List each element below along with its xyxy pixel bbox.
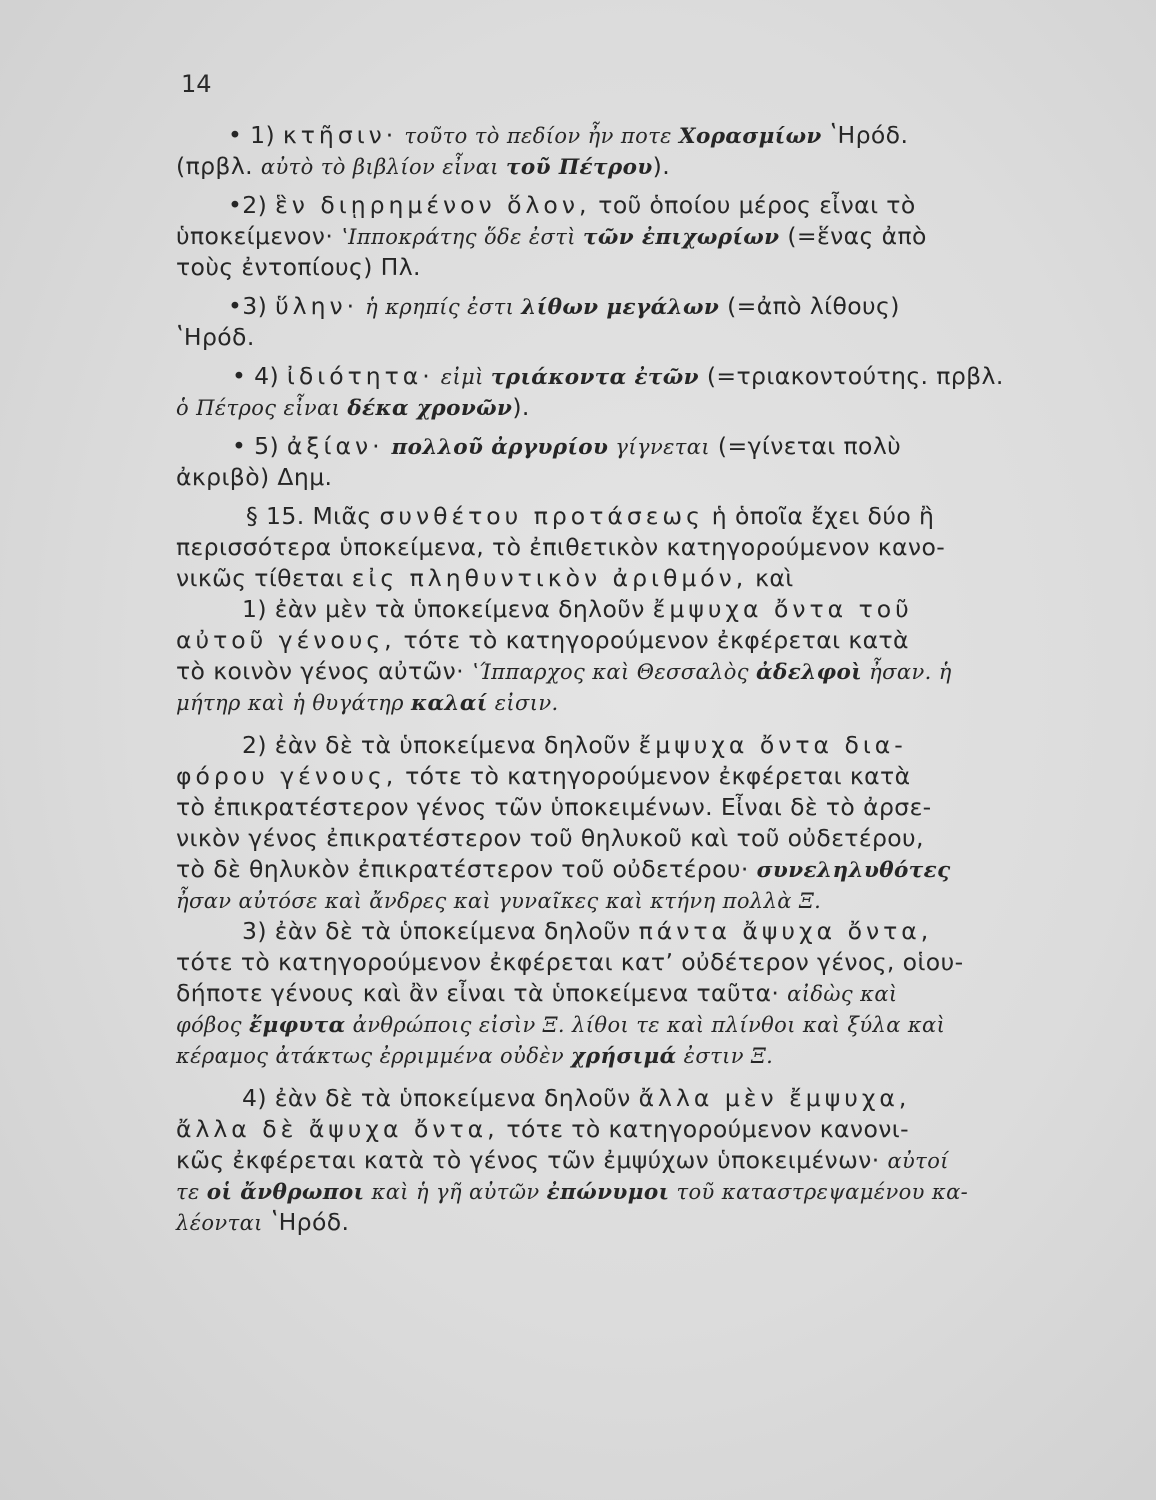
italic-quote-run: γίγνεται [608, 435, 711, 459]
text-line [176, 291, 1074, 322]
italic-quote-run: αὐτὸ τὸ βιβλίον εἶναι [260, 155, 507, 179]
text-line [176, 823, 1074, 854]
text-line [176, 501, 1074, 532]
page-number: 14 [181, 70, 212, 98]
text-line [176, 656, 1074, 687]
text-run: τὸ δὲ θηλυκὸν ἐπικρατέστερον τοῦ οὐδετέρου· [176, 855, 757, 883]
spaced-text-run: πάντα ἄψυχα ὄντα, [638, 917, 933, 945]
text-run: ). [512, 393, 530, 421]
italic-quote-run: τοῦ καταστρεψαμένου κα- [669, 1180, 969, 1204]
text-run: τοῦ ὁποίου μέρος εἶναι τὸ [590, 191, 916, 219]
text-run: καὶ [747, 564, 794, 592]
italic-quote-run: ἦσαν αὐτόσε καὶ ἄνδρες καὶ γυναῖκες καὶ κτήνη πολλὰ Ξ. [176, 889, 822, 913]
bold-italic-run: δέκα χρονῶν [347, 396, 513, 421]
text-line [176, 120, 1074, 151]
spaced-text-run: κτῆσιν· [282, 121, 398, 149]
text-run: νικὸν γένος ἐπικρατέστερον τοῦ θηλυκοῦ καὶ τοῦ οὐδετέρου, [176, 824, 924, 852]
text-run: τοὺς ἐντοπίους) Πλ. [176, 253, 421, 281]
text-line [176, 190, 1074, 221]
bold-italic-run: ἔμφυτα [248, 1013, 346, 1038]
italic-quote-run: τοῦτο τὸ πεδίον ἦν ποτε [397, 124, 679, 148]
text-line [176, 1145, 1074, 1176]
spaced-text-run: αὐτοῦ γένους, [176, 626, 396, 654]
bold-italic-run: Χορασμίων [678, 124, 822, 149]
text-line [176, 151, 1074, 182]
text-line [176, 761, 1074, 792]
spaced-text-run: ἰδιότητα· [286, 362, 434, 390]
text-run: δήποτε γένους καὶ ἂν εἶναι τὰ ὑποκείμενα ταῦτα· [176, 979, 788, 1007]
text-line [176, 687, 1074, 718]
text-line [176, 730, 1074, 761]
text-line [176, 532, 1074, 563]
spaced-text-run: ἄλλα μὲν ἔμψυχα, [638, 1084, 911, 1112]
italic-quote-run: καὶ ἡ γῆ αὐτῶν [364, 1180, 547, 1204]
italic-quote-run: ἡ κρηπίς ἐστι [358, 295, 522, 319]
text-run: ὑποκείμενον· [176, 222, 342, 250]
italic-quote-run: ἀνθρώποις εἰσὶν Ξ. λίθοι τε καὶ πλίνθοι καὶ ξύλα καὶ [345, 1013, 946, 1037]
text-run: νικῶς τίθεται [176, 564, 352, 592]
spaced-text-run: ἓν διῃρημένον ὅλον, [275, 191, 591, 219]
bold-italic-run: ἐπώνυμοι [546, 1180, 670, 1205]
text-run: ἡ ὁποῖα ἔχει δύο ἢ [703, 502, 935, 530]
text-line [176, 625, 1074, 656]
body-text [176, 120, 1074, 1238]
text-run: (=ἀπὸ λίθους) [719, 292, 900, 320]
bold-italic-run: οἱ ἄνθρωποι [206, 1180, 365, 1205]
text-line [176, 563, 1074, 594]
text-line [176, 361, 1074, 392]
text-run: τότε τὸ κατηγορούμενον κανονι- [498, 1115, 909, 1143]
text-line [176, 1176, 1074, 1207]
bold-italic-run: συνεληλυθότες [756, 858, 951, 883]
text-line [176, 1009, 1074, 1040]
text-line [176, 392, 1074, 423]
text-run: (=γίνεται πολὺ [710, 432, 902, 460]
spaced-text-run: συνθέτου προτάσεως [379, 502, 704, 530]
text-run: ἀκριβὸ) Δημ. [176, 463, 333, 491]
text-line [176, 594, 1074, 625]
text-run: τὸ κοινὸν γένος αὐτῶν· [176, 657, 472, 685]
italic-quote-run: φόβος [176, 1013, 249, 1037]
italic-quote-run: λέονται [176, 1211, 263, 1235]
text-run: 2) ἐὰν δὲ τὰ ὑποκείμενα δηλοῦν [242, 731, 639, 759]
text-run: 3) ἐὰν δὲ τὰ ὑποκείμενα δηλοῦν [242, 917, 639, 945]
text-line [176, 252, 1074, 283]
text-line [176, 462, 1074, 493]
text-run: •2) [228, 191, 276, 219]
text-line [176, 916, 1074, 947]
bold-italic-run: καλαί [410, 691, 488, 716]
italic-quote-run: εἰμὶ [433, 365, 491, 389]
text-line [176, 792, 1074, 823]
spaced-text-run: εἰς πληθυντικὸν ἀριθμόν, [351, 564, 748, 592]
bold-italic-run: τοῦ Πέτρου [506, 155, 653, 180]
text-run: τότε τὸ κατηγορούμενον ἐκφέρεται κατʼ οὐδέτερον γένος, οἱου- [176, 948, 964, 976]
text-line [176, 885, 1074, 916]
text-run: (=ἕνας ἀπὸ [779, 222, 927, 250]
text-run: 4) ἐὰν δὲ τὰ ὑποκείμενα δηλοῦν [242, 1084, 639, 1112]
text-line [176, 947, 1074, 978]
italic-quote-run: ὁ Πέτρος εἶναι [176, 396, 348, 420]
italic-quote-run: ἦσαν. ἡ [862, 660, 952, 684]
text-line [176, 978, 1074, 1009]
text-line [176, 322, 1074, 353]
text-line [176, 221, 1074, 252]
text-line [176, 854, 1074, 885]
text-run: Μιᾶς [304, 502, 380, 530]
text-line [176, 1114, 1074, 1145]
bold-italic-run: πολλοῦ ἀργυρίου [391, 435, 609, 460]
bold-italic-run: λίθων μεγάλων [521, 295, 720, 320]
italic-quote-run: μήτηρ καὶ ἡ θυγάτηρ [176, 691, 411, 715]
text-run: (πρβλ. [176, 152, 261, 180]
text-run: • 5) [232, 432, 287, 460]
spaced-text-run: ἔμψυχα ὄντα δια- [638, 731, 907, 759]
text-run: τὸ ἐπικρατέστερον γένος τῶν ὑποκειμένων. Εἶναι δὲ τὸ ἀρσε- [176, 793, 932, 821]
italic-quote-run: τε [176, 1180, 207, 1204]
spaced-text-run: ἀξίαν· [286, 432, 384, 460]
text-line [176, 1040, 1074, 1071]
bold-italic-run: ἀδελφοὶ [756, 660, 863, 685]
text-run: κῶς ἐκφέρεται κατὰ τὸ γένος τῶν ἐμψύχων ὑποκειμένων· [176, 1146, 888, 1174]
text-run: περισσότερα ὑποκείμενα, τὸ ἐπιθετικὸν κατηγορούμενον κανο- [176, 533, 946, 561]
text-run: ). [652, 152, 671, 180]
text-run: τότε τὸ κατηγορούμενον ἐκφέρεται κατὰ [395, 626, 909, 654]
text-run: ʽΗρόδ. [821, 121, 909, 149]
italic-quote-run: αἰδὼς καὶ [787, 982, 898, 1006]
text-run: (=τριακοντούτης. πρβλ. [698, 362, 1004, 390]
text-run: • 4) [232, 362, 287, 390]
text-run: •3) [228, 292, 276, 320]
italic-quote-run: αὐτοί [887, 1149, 949, 1173]
spaced-text-run: ἔμψυχα ὄντα τοῦ [652, 595, 913, 623]
text-run: • 1) [228, 121, 283, 149]
text-run: ʽΗρόδ. [176, 323, 255, 351]
spaced-text-run: ἄλλα δὲ ἄψυχα ὄντα, [176, 1115, 499, 1143]
italic-quote-run: ʽΙπποκράτης ὅδε ἐστὶ [341, 225, 583, 249]
text-run: τότε τὸ κατηγορούμενον ἐκφέρεται κατὰ [397, 762, 911, 790]
spaced-text-run: ὕλην· [275, 292, 359, 320]
bold-italic-run: τριάκοντα ἐτῶν [490, 365, 699, 390]
italic-quote-run: κέραμος ἀτάκτως ἐρριμμένα οὐδὲν [176, 1044, 572, 1068]
text-run: 1) ἐὰν μὲν τὰ ὑποκείμενα δηλοῦν [242, 595, 653, 623]
text-line [176, 431, 1074, 462]
bold-italic-run: χρήσιμά [571, 1044, 677, 1069]
italic-quote-run: ἐστιν Ξ. [676, 1044, 774, 1068]
spaced-text-run: φόρου γένους, [176, 762, 398, 790]
bold-italic-run: τῶν ἐπιχωρίων [582, 225, 780, 250]
text-line [176, 1083, 1074, 1114]
text-run: ʽΗρόδ. [262, 1208, 350, 1236]
text-line [176, 1207, 1074, 1238]
italic-quote-run: ʽΊππαρχος καὶ Θεσσαλὸς [471, 660, 757, 684]
text-run: § 15. [246, 502, 305, 530]
italic-quote-run: εἰσιν. [487, 691, 559, 715]
